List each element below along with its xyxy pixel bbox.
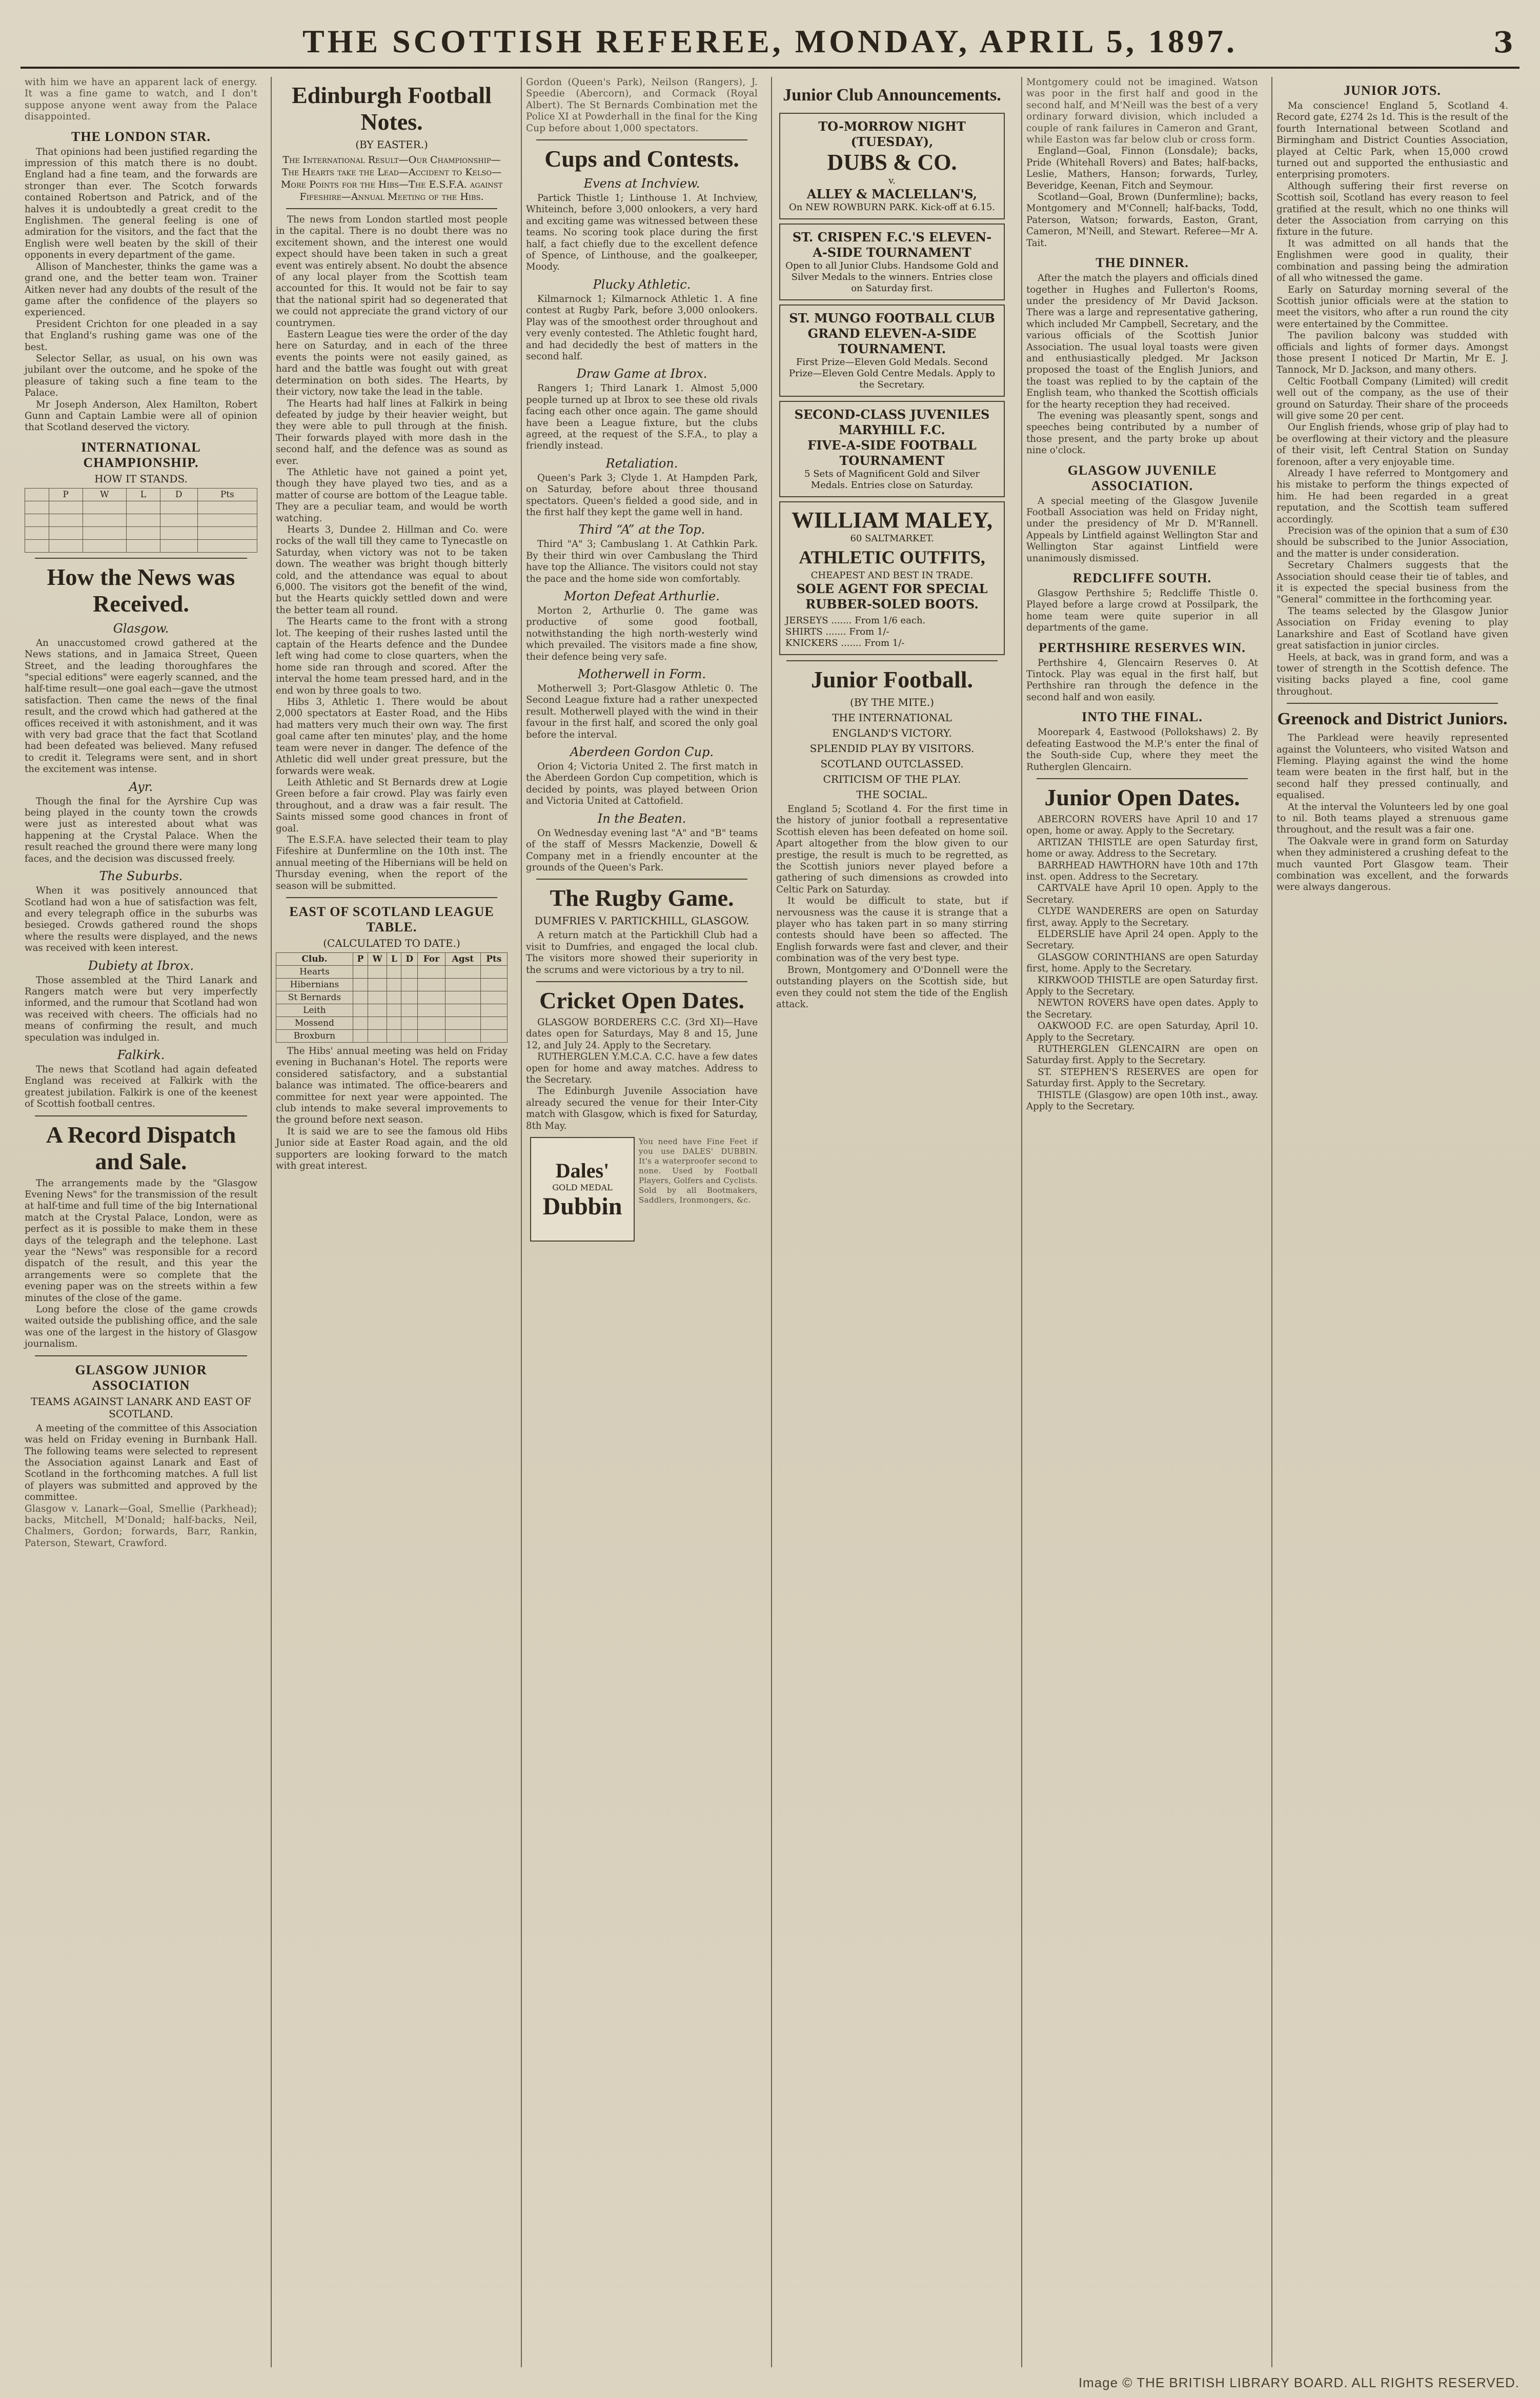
article-text: Glasgow Perthshire 5; Redcliffe Thistle 0. Played before a large crowd at Possilpark, the home team were quite superior in all departments of the game. xyxy=(1026,588,1258,634)
article-text: Montgomery could not be imagined. Watson was poor in the first half and good in the second half, and M'Neill was the best of a very ordinary forward division, which included a couple of rank failures in Cameron and Grant, while Easton was far below club or cross form. xyxy=(1026,77,1258,146)
article-text: Perthshire 4, Glencairn Reserves 0. At Tintock. Play was equal in the first half, but Perthshire ran through the defence in the second half and won easily. xyxy=(1026,657,1258,703)
article-text: The Parklead were heavily represented against the Volunteers, who visited Watson and Fleming. Playing against the wind the home team were beaten in the first half, but in the second half they pressed continually, and equalised. xyxy=(1276,733,1508,801)
divider xyxy=(536,139,747,140)
article-text: Rangers 1; Third Lanark 1. Almost 5,000 people turned up at Ibrox to see these old rivals facing each other once again. The game should have been a League fixture, but the clubs agreed, at the request of the S.F.A., to play a friendly instead. xyxy=(526,383,758,452)
table-cell: St Bernards xyxy=(276,991,353,1004)
article-text: It was admitted on all hands that the Englishmen were good in quality, their combination and passing being the admiration of all who witnessed the game. xyxy=(1276,238,1508,284)
table-header-cell: P xyxy=(353,952,368,965)
list-item: OAKWOOD F.C. are open Saturday, April 10. Apply to the Secretary. xyxy=(1026,1021,1258,1043)
section-heading: JUNIOR JOTS. xyxy=(1344,83,1441,98)
section-subheading: DUMFRIES V. PARTICKHILL, GLASGOW. xyxy=(534,915,749,927)
section-heading: THE DINNER. xyxy=(1096,255,1189,271)
article-text: Hibs 3, Athletic 1. There would be about 2,000 spectators at Easter Road, and the Hibs had matters very much their own way. The first goal came after ten minutes' play, and the home team were never in danger. The defence of the Athletic did well under great pressure, but the forwards were weak. xyxy=(276,697,508,777)
section-subheading: SPLENDID PLAY BY VISITORS. xyxy=(809,742,975,755)
article-text: A special meeting of the Glasgow Juvenile Football Association was held on Friday night, under the presidency of Mr D. M'Rannell. Appeals by Lintfield against Wellington Star and Wellington Star against Lintfield were unanimously dismissed. xyxy=(1026,495,1258,564)
advert-product: Dubbin xyxy=(542,1192,622,1220)
advert-line: GRAND ELEVEN-A-SIDE TOURNAMENT. xyxy=(807,326,977,356)
article-text: Leith Athletic and St Bernards drew at Logie Green before a fair crowd. Play was fairly even throughout, and a draw was a fair result. The Saints missed some good chances in front of goal. xyxy=(276,777,508,834)
advert-maley xyxy=(779,501,1005,655)
advert-line: DUBS & CO. xyxy=(827,150,957,175)
section-subheading: SCOTLAND OUTCLASSED. xyxy=(820,758,964,770)
article-text: The news that Scotland had again defeated England was received at Falkirk with the greatest jubilation. Falkirk is one of the keenest of Scottish football centres. xyxy=(25,1064,257,1110)
advert-line: CHEAPEST AND BEST IN TRADE. xyxy=(810,570,974,581)
article-text: England—Goal, Finnon (Lonsdale); backs, Pride (Whitehall Rovers) and Bates; half-backs, Leslie, Mathers, Hanson; forwards, Turley, Beveridge, Keenan, Fitch and Seymour. xyxy=(1026,146,1258,191)
table-header-cell: D xyxy=(401,952,418,965)
article-text: On Wednesday evening last "A" and "B" teams of the staff of Messrs Mackenzie, Dowell & Company met in a friendly encounter at the grounds of the Queen's Park. xyxy=(526,827,758,873)
section-heading: A Record Dispatch and Sale. xyxy=(46,1121,236,1174)
article-text: Gordon (Queen's Park), Neilson (Rangers), J. Speedie (Abercorn), and Cormack (Royal Albert). The St Bernards Combination met the Police XI at Powderhall in the final for the King Cup before about 1,000 spectators. xyxy=(526,77,758,134)
article-text: Although suffering their first reverse on Scottish soil, Scotland has every reason to feel gratified at the result, which no one thinks will deter the Association from carrying on this fixture in the future. xyxy=(1276,180,1508,238)
section-heading: Greenock and District Juniors. xyxy=(1277,709,1508,729)
section-heading: GLASGOW JUNIOR ASSOCIATION xyxy=(75,1362,207,1393)
advert-line: SECOND-CLASS JUVENILES xyxy=(794,407,990,422)
section-subheading: Falkirk. xyxy=(117,1047,165,1062)
article-text: Mr Joseph Anderson, Alex Hamilton, Robert Gunn and Captain Lambie were all of opinion that Scotland deserved the victory. xyxy=(25,399,257,433)
article-text: Morton 2, Arthurlie 0. The game was productive of some good football, notwithstanding the high north-westerly wind which prevailed. The visitors made a fine show, their defence being very safe. xyxy=(526,605,758,662)
article-text: The Hibs' annual meeting was held on Friday evening in Buchanan's Hotel. The reports were considered satisfactory, and a substantial balance was intimated. The office-bearers and committee for next year were appointed. The club intends to make several improvements to the ground before next season. xyxy=(276,1045,508,1126)
divider xyxy=(35,558,247,559)
article-text: The arrangements made by the "Glasgow Evening News" for the transmission of the result at half-time and full time of the big International match at the Crystal Palace, London, were as perfect as it is possible to make them in these days of the telegraph and the telephone. Last year the "News" was responsible for a record dispatch of the result, and this year the arrangements were so complete that the evening paper was on the streets within a few minutes of the close of the game. xyxy=(25,1177,257,1304)
advert-text: You need have Fine Feet if you use DALES' DUBBIN. It's a waterproofer second to none. Used by Football Players, Golfers and Cyclists. Sold by all Bootmakers, Saddlers, Ironmongers, &c. xyxy=(639,1137,758,1205)
article-text: The pavilion balcony was studded with officials and lights of former days. Amongst those present I noticed Dr Martin, Mr E. J. Tannock, Mr D. Jackson, and many others. xyxy=(1276,330,1508,376)
column-6 xyxy=(1271,77,1512,2367)
section-subheading: Glasgow. xyxy=(113,621,169,636)
table-row xyxy=(276,1029,508,1042)
advert-line: 60 SALTMARKET. xyxy=(850,533,934,544)
section-subheading: Motherwell in Form. xyxy=(578,667,706,682)
list-item: GLASGOW CORINTHIANS are open Saturday first, home. Apply to the Secretary. xyxy=(1026,951,1258,974)
article-text: Brown, Montgomery and O'Donnell were the outstanding players on the Scottish side, but even they could not stem the tide of the English attack. xyxy=(776,964,1008,1010)
section-subheading: Dubiety at Ibrox. xyxy=(88,958,194,973)
section-heading: Cups and Contests. xyxy=(544,146,739,172)
article-text: When it was positively announced that Scotland had won a hue of satisfaction was felt, and every telegraph office in the suburbs was besieged. Crowds gathered round the shops where the results were displayed, and the news was received with keen interest. xyxy=(25,885,257,954)
section-subheading: Morton Defeat Arthurlie. xyxy=(564,589,720,603)
advert-line: ATHLETIC OUTFITS, xyxy=(799,547,985,567)
advert-line: v. xyxy=(888,175,896,186)
masthead xyxy=(21,21,1519,69)
article-text: Allison of Manchester, thinks the game was a grand one, and the better team won. Trainer Aitken never had any doubts of the result of the game after the confidence of the players so experienced. xyxy=(25,261,257,318)
article-text: Motherwell 3; Port-Glasgow Athletic 0. The Second League fixture had a rather unexpected result. Motherwell played with the wind in their favour in the first half, and scored the only goal before the interval. xyxy=(526,683,758,740)
article-text: The news from London startled most people in the capital. There is no doubt there was no excitement shown, and the interest one would expect should have been taken in such a great event was entirely absent. No doubt the absence of any local player from the Scottish team accounted for this. It would not be fair to say that the national spirit had so degenerated that we could not appreciate the grand victory of our countrymen. xyxy=(276,214,508,329)
article-text: Precision was of the opinion that a sum of £30 should be subscribed to the Junior Association, and the matter is under consideration. xyxy=(1276,525,1508,559)
article-text: RUTHERGLEN Y.M.C.A. C.C. have a few dates open for home and away matches. Address to the Secretary. xyxy=(526,1051,758,1085)
article-text: A return match at the Partickhill Club had a visit to Dumfries, and engaged the local club. The visitors more showed their superiority in the scrums and were victorious by a try to nil. xyxy=(526,930,758,976)
divider xyxy=(35,1115,247,1116)
advert-line: FIVE-A-SIDE FOOTBALL TOURNAMENT xyxy=(807,438,977,468)
article-text: The evening was pleasantly spent, songs and speeches being contributed by a number of those present, and the party broke up about nine o'clock. xyxy=(1026,410,1258,456)
article-text: The Hearts had half lines at Falkirk in being defeated by judge by their heavier weight, but they were able to pull through at the finish. Their forwards played with more dash in the second half, and the defence was as sound as ever. xyxy=(276,398,508,466)
article-text: It would be difficult to state, but if nervousness was the cause it is strange that a player who has taken part in so many stirring contests should have been so affected. The English forwards were fast and clever, and their combination was of the very best type. xyxy=(776,896,1008,964)
section-subheading: (CALCULATED TO DATE.) xyxy=(323,937,460,949)
divider xyxy=(35,1355,247,1356)
divider xyxy=(1287,703,1498,704)
divider xyxy=(536,879,747,880)
section-heading: THE LONDON STAR. xyxy=(71,129,211,144)
table-header-cell: Agst xyxy=(445,952,480,965)
advert-line: Open to all Junior Clubs. Handsome Gold and Silver Medals to the winners. Entries close on Saturday first. xyxy=(785,260,999,294)
table-header-cell: Pts xyxy=(480,952,507,965)
advert-line: ST. CRISPEN F.C.'S ELEVEN-A-SIDE TOURNAMENT xyxy=(792,230,992,260)
article-text: Celtic Football Company (Limited) will credit well out of the company, as the use of their ground on Saturday. Their share of the proceeds will give some 20 per cent. xyxy=(1276,376,1508,421)
article-text: Glasgow v. Lanark—Goal, Smellie (Parkhead); backs, Mitchell, M'Donald; half-backs, Neil, Chalmers, Gordon; forwards, Barr, Rankin, Paterson, Stewart, Crawford. xyxy=(25,1503,257,1549)
list-item: BARRHEAD HAWTHORN have 10th and 17th inst. open. Address to the Secretary. xyxy=(1026,860,1258,882)
table-row xyxy=(276,1004,508,1017)
article-summary: The International Result—Our Championship—The Hearts take the Lead—Accident to Kelso—More Points for the Hibs—The E.S.F.A. against Fifeshire—Annual Meeting of the Hibs. xyxy=(280,154,503,202)
divider xyxy=(1037,778,1248,779)
divider xyxy=(786,660,998,661)
advert-line: ALLEY & MACLELLAN'S, xyxy=(806,187,978,201)
advert-line: First Prize—Eleven Gold Medals. Second Prize—Eleven Gold Centre Medals. Apply to the Secretary. xyxy=(788,357,996,390)
article-text: Eastern League ties were the order of the day here on Saturday, and in each of the three events the points were not easily gained, as hard and the battle was fought out with great determination on both sides. The Hearts, by their victory, now take the lead in the table. xyxy=(276,329,508,398)
column-1 xyxy=(21,77,261,2367)
advert-area xyxy=(526,1137,758,1250)
column-2 xyxy=(271,77,512,2367)
article-text: Long before the close of the game crowds waited outside the publishing office, and the sale was one of the largest in the history of Glasgow journalism. xyxy=(25,1304,257,1350)
advert-line: ST. MUNGO FOOTBALL CLUB xyxy=(789,311,995,326)
section-heading: INTERNATIONAL CHAMPIONSHIP. xyxy=(81,439,201,470)
page-title: THE SCOTTISH REFEREE, MONDAY, APRIL 5, 1897. xyxy=(302,23,1238,59)
advert-st-mungo xyxy=(779,304,1005,397)
advert-maryhill xyxy=(779,401,1005,497)
section-heading: INTO THE FINAL. xyxy=(1082,709,1203,725)
table-row xyxy=(276,965,508,978)
section-heading: PERTHSHIRE RESERVES WIN. xyxy=(1039,640,1246,655)
section-subheading: Aberdeen Gordon Cup. xyxy=(570,745,714,760)
standings-table: P W L D Pts xyxy=(25,488,257,553)
section-subheading: In the Beaten. xyxy=(597,811,686,826)
article-text: Kilmarnock 1; Kilmarnock Athletic 1. A fine contest at Rugby Park, before 3,000 onlookers. Play was of the smoothest order throughout and very evenly contested. The Athletic fought hard, and had decidedly the best of matters in the second half. xyxy=(526,293,758,362)
article-text: President Crichton for one pleaded in a say that England's rushing game was one of the best. xyxy=(25,318,257,353)
table-header-cell: L xyxy=(387,952,401,965)
article-text: The E.S.F.A. have selected their team to play Fifeshire at Dunfermline on the 10th inst. The annual meeting of the Hibernians will be held on Thursday evening, when the report of the season will be submitted. xyxy=(276,834,508,891)
advert-line: WILLIAM MALEY, xyxy=(792,507,992,533)
table-cell: Leith xyxy=(276,1004,353,1017)
section-subheading: HOW IT STANDS. xyxy=(94,472,188,485)
section-subheading: The Suburbs. xyxy=(99,869,183,884)
section-subheading: Retaliation. xyxy=(605,456,678,471)
article-text: After the match the players and officials dined together in Hughes and Fullerton's Rooms, under the presidency of Mr David Jackson. There was a large and representative gathering, which included Mr Campbell, Secretary, and the various officials of the Scottish Junior Association. The usual loyal toasts were given and enthusiastically pledged. Mr Jackson proposed the toast of the English Juniors, and the toast was replied to by the captain of the English team, who thanked the Scottish officials for the hearty reception they had received. xyxy=(1026,273,1258,410)
table-row xyxy=(276,1017,508,1029)
section-subheading: ENGLAND'S VICTORY. xyxy=(832,727,952,739)
section-heading: Junior Club Announcements. xyxy=(783,86,1001,105)
list-item: KIRKWOOD THISTLE are open Saturday first. Apply to the Secretary. xyxy=(1026,974,1258,997)
article-text: The teams selected by the Glasgow Junior Association on Friday evening to play Lanarkshire and East of Scotland have given great satisfaction in junior circles. xyxy=(1276,605,1508,652)
column-5 xyxy=(1021,77,1262,2367)
article-text: The Edinburgh Juvenile Association have already secured the venue for their Inter-City match with Glasgow, which is fixed for Saturday, 8th May. xyxy=(526,1086,758,1131)
article-text: England 5; Scotland 4. For the first time in the history of junior football a representative Scottish eleven has been defeated on home soil. Apart altogether from the blow given to our prestige, the result is much to be regretted, as the Scottish juniors never played before a gathering of such dimensions as crowded into Celtic Park on Saturday. xyxy=(776,804,1008,895)
column-4 xyxy=(771,77,1012,2367)
byline: (BY THE MITE.) xyxy=(850,696,934,708)
section-subheading: THE SOCIAL. xyxy=(856,788,928,801)
list-item: ST. STEPHEN'S RESERVES are open for Saturday first. Apply to the Secretary. xyxy=(1026,1066,1258,1089)
league-table xyxy=(276,952,508,1043)
article-text: The Hearts came to the front with a strong lot. The keeping of their rushes lasted until the captain of the Hearts defence and the Dundee left wing had come to close quarters, when the home side ran through and scored. After the interval the home team pressed hard, and in the end won by three goals to two. xyxy=(276,616,508,696)
column-3 xyxy=(521,77,762,2367)
article-text: Though the final for the Ayrshire Cup was being played in the county town the crowds were just as interested about what was happening at the Crystal Palace. When the result reached the ground there were many long faces, and the decision was discussed freely. xyxy=(25,796,257,864)
article-text: Scotland—Goal, Brown (Dunfermline); backs, Montgomery and M'Connell; half-backs, Todd, Paterson, Watson; forwards, Easton, Grant, Cameron, M'Neill, and Stewart. Referee—Mr A. Tait. xyxy=(1026,192,1258,249)
dubbin-advert xyxy=(530,1137,635,1242)
list-item: RUTHERGLEN GLENCAIRN are open on Saturday first. Apply to the Secretary. xyxy=(1026,1044,1258,1066)
section-heading: REDCLIFFE SOUTH. xyxy=(1072,571,1212,586)
advert-line: JERSEYS ....... From 1/6 each. SHIRTS ....... From 1/- KNICKERS ....... From 1/- xyxy=(785,615,926,648)
section-subheading: TEAMS AGAINST LANARK AND EAST OF SCOTLAND. xyxy=(31,1395,251,1420)
byline: (BY EASTER.) xyxy=(355,138,428,151)
section-heading: The Rugby Game. xyxy=(550,885,734,911)
table-row xyxy=(276,991,508,1004)
advert-line: TO-MORROW NIGHT (TUESDAY), xyxy=(818,119,966,149)
list-item: ABERCORN ROVERS have April 10 and 17 open, home or away. Apply to the Secretary. xyxy=(1026,814,1258,837)
section-heading: Junior Football. xyxy=(810,666,974,693)
section-subheading: CRITICISM OF THE PLAY. xyxy=(823,773,961,785)
advert-subtitle: GOLD MEDAL xyxy=(552,1182,613,1192)
article-text: Partick Thistle 1; Linthouse 1. At Inchview, Whiteinch, before 3,000 onlookers, a very hard and exciting game was witnessed between these teams. No scoring took place during the first half, a fact chiefly due to the excellent defence of Spence, of Linthouse, and the goalkeeper, Moody. xyxy=(526,193,758,273)
advert-line: On NEW ROWBURN PARK. Kick-off at 6.15. xyxy=(788,202,996,213)
section-heading: EAST OF SCOTLAND LEAGUE TABLE. xyxy=(289,904,494,934)
section-subheading: Ayr. xyxy=(129,779,153,794)
list-item: ELDERSLIE have April 24 open. Apply to the Secretary. xyxy=(1026,928,1258,951)
section-subheading: THE INTERNATIONAL xyxy=(832,712,952,724)
article-text: An unaccustomed crowd gathered at the News stations, and in Jamaica Street, Queen Street, and the leading thoroughfares the "special editions" were eagerly scanned, and the half-time result—one goal each—gave the utmost satisfaction. Then came the news of the final result, and the crowd which had gathered at the offices received it with astonishment, and it was with very bad grace that the fact that Scotland had been defeated was believed. Many refused to credit it. Telegrams were sent, and in short the excitement was intense. xyxy=(25,637,258,775)
list-item: CLYDE WANDERERS are open on Saturday first, away. Apply to the Secretary. xyxy=(1026,906,1258,928)
article-text: Ma conscience! England 5, Scotland 4. Record gate, £274 2s 1d. This is the result of the fourth International between Scotland and Birmingham and District Counties Association, played at Celtic Park, when 15,000 crowd turned out and supported the enthusiastic and enterprising promoters. xyxy=(1276,100,1508,180)
list-item: NEWTON ROVERS have open dates. Apply to the Secretary. xyxy=(1026,998,1258,1020)
article-text: Secretary Chalmers suggests that the Association should cease their tie of tables, and it is expected the special business from the "General" committee in the forthcoming year. xyxy=(1276,560,1508,605)
article-text: with him we have an apparent lack of energy. It was a fine game to watch, and I don't suppose anyone went away from the Palace disappointed. xyxy=(25,77,257,123)
section-subheading: Plucky Athletic. xyxy=(593,277,691,292)
list-item: ARTIZAN THISTLE are open Saturday first, home or away. Address to the Secretary. xyxy=(1026,837,1258,860)
advert-line: MARYHILL F.C. xyxy=(839,422,945,437)
list-item: CARTVALE have April 10 open. Apply to the Secretary. xyxy=(1026,883,1258,905)
table-cell: Mossend xyxy=(276,1017,353,1029)
article-text: Selector Sellar, as usual, on his own was jubilant over the outcome, and he spoke of the pleasure of taking such a fine team to the Palace. xyxy=(25,353,257,399)
table-header-cell: Club. xyxy=(276,952,353,965)
article-text: Our English friends, whose grip of play had to be overflowing at their victory and the pleasure of their visit, left Central Station on Sunday forenoon, after a very enjoyable time. xyxy=(1276,422,1508,468)
article-text: Third "A" 3; Cambuslang 1. At Cathkin Park. By their third win over Cambuslang the Third have top the Alliance. The visitors could not stay the pace and the home side won comfortably. xyxy=(526,539,758,584)
article-text: GLASGOW BORDERERS C.C. (3rd XI)—Have dates open for Saturdays, May 8 and 15, June 12, and July 24. Apply to the Secretary. xyxy=(526,1017,758,1051)
article-text: The Athletic have not gained a point yet, though they have played two ties, and as a matter of course are bottom of the League table. They are a peculiar team, and would be worth watching. xyxy=(276,466,508,524)
article-text: Those assembled at the Third Lanark and Rangers match were but very imperfectly informed, and the rumour that Scotland had won was received with cheers. The officials had no means of confirming the result, and much speculation was indulged in. xyxy=(25,974,257,1043)
article-text: Orion 4; Victoria United 2. The first match in the Aberdeen Gordon Cup competition, which is decided by points, was played between Orion and Victoria United at Cattofield. xyxy=(526,761,758,807)
section-heading: Edinburgh Football Notes. xyxy=(292,82,492,135)
article-text: Queen's Park 3; Clyde 1. At Hampden Park, on Saturday, before about three thousand spectators. Queen's fielded a good side, and in the first half they kept the game well in hand. xyxy=(526,472,758,518)
table-header-row xyxy=(276,952,508,965)
image-credit: Image © THE BRITISH LIBRARY BOARD. ALL RIGHTS RESERVED. xyxy=(1078,2375,1519,2390)
table-header-cell: W xyxy=(368,952,387,965)
divider xyxy=(286,897,497,898)
article-text: It is said we are to see the famous old Hibs Junior side at Easter Road again, and the old supporters are looking forward to the match with great interest. xyxy=(276,1126,508,1172)
article-text: Heels, at back, was in grand form, and was a tower of strength in the Scottish defence. The visiting backs played a fine, cool game throughout. xyxy=(1276,652,1508,697)
advert-st-crispen xyxy=(779,223,1005,300)
section-heading: GLASGOW JUVENILE ASSOCIATION. xyxy=(1067,462,1217,493)
article-text: The Oakvale were in grand form on Saturday when they administered a crushing defeat to the much vaunted Port Glasgow team. Their combination was excellent, and the forwards were always dangerous. xyxy=(1276,836,1508,893)
advert-line: SOLE AGENT FOR SPECIAL RUBBER-SOLED BOOTS. xyxy=(796,581,988,612)
article-text: At the interval the Volunteers led by one goal to nil. Both teams played a strenuous game throughout, and the result was a fair one. xyxy=(1276,801,1508,836)
article-text: Early on Saturday morning several of the Scottish junior officials were at the station to meet the visitors, who after a run round the city were entertained by the Committee. xyxy=(1276,284,1508,330)
table-cell: Hibernians xyxy=(276,978,353,991)
advert-dubs-match xyxy=(779,113,1005,219)
article-text: That opinions had been justified regarding the impression of this match there is no doubt. England had a fine team, and the forwards are stronger than ever. The Scotch forwards contained Robertson and Patrick, and of the halves it is undoubtedly a great credit to the Englishmen. The general feeling is one of admiration for the visitors, and the fact that the English were well beaten by the skill of their opponents in every department of the game. xyxy=(25,146,257,261)
table-cell: Broxburn xyxy=(276,1029,353,1042)
article-text: A meeting of the committee of this Association was held on Friday evening in Burnbank Hall. The following teams were selected to represent the Association against Lanark and East of Scotland in the forthcoming matches. A full list of players was submitted and approved by the committee. xyxy=(25,1422,257,1503)
divider xyxy=(536,981,747,982)
advert-line: 5 Sets of Magnificent Gold and Silver Medals. Entries close on Saturday. xyxy=(804,469,980,491)
section-heading: Cricket Open Dates. xyxy=(539,987,744,1013)
article-text: Moorepark 4, Eastwood (Pollokshaws) 2. By defeating Eastwood the M.P.'s enter the final of the South-side Cup, where they meet the Rutherglen Glencairn. xyxy=(1026,727,1258,773)
section-subheading: Evens at Inchview. xyxy=(583,176,700,191)
section-heading: How the News was Received. xyxy=(47,563,235,617)
table-row xyxy=(276,978,508,991)
divider xyxy=(286,208,497,209)
page-number: 3 xyxy=(1493,26,1513,59)
table-cell: Hearts xyxy=(276,965,353,978)
section-subheading: Draw Game at Ibrox. xyxy=(576,367,707,381)
list-item: THISTLE (Glasgow) are open 10th inst., away. Apply to the Secretary. xyxy=(1026,1089,1258,1112)
advert-brand: Dales' xyxy=(555,1159,610,1182)
article-text: Already I have referred to Montgomery and his mistake to perform the things expected of him. He had been regarded in a great reputation, and the Scottish team suffered accordingly. xyxy=(1276,468,1508,525)
section-heading: Junior Open Dates. xyxy=(1044,784,1240,810)
table-header-cell: For xyxy=(418,952,445,965)
section-subheading: Third “A” at the Top. xyxy=(578,522,705,537)
columns xyxy=(21,77,1519,2367)
article-text: Hearts 3, Dundee 2. Hillman and Co. were rocks of the wall till they came to Tynecastle on Saturday, when victory was not to be taken down. The weather was bright though bitterly cold, and the attendance was equal to about 6,000. The visitors got the benefit of the wind, but the Hearts quickly settled down and were the better team all round. xyxy=(276,524,508,616)
